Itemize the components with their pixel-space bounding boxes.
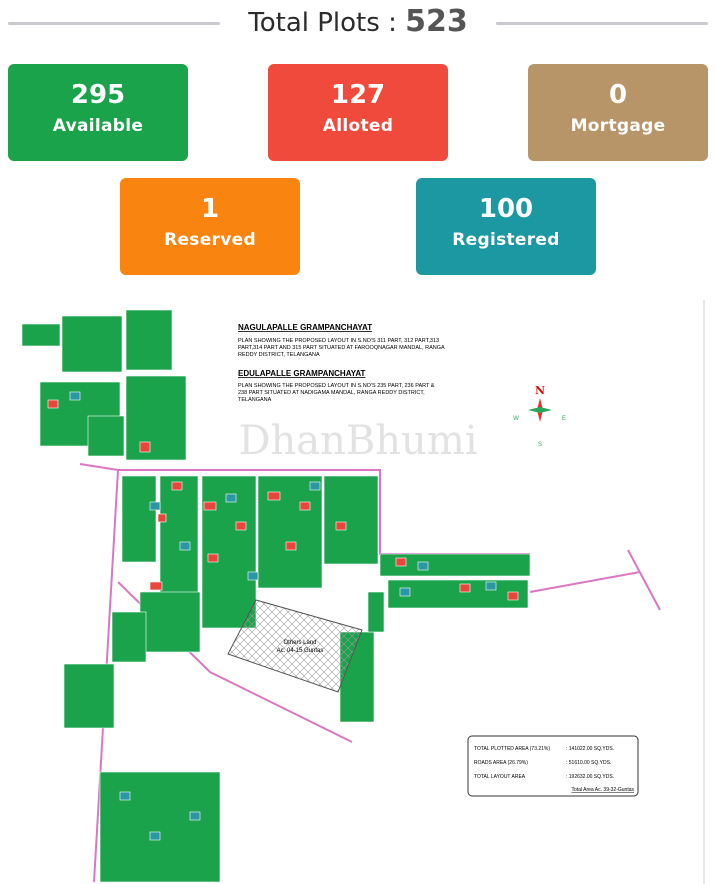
- heading-edulapalle: EDULAPALLE GRAMPANCHAYAT: [238, 369, 366, 378]
- available-count: 295: [70, 80, 126, 110]
- plot-block: [396, 558, 406, 566]
- compass-e: E: [561, 416, 567, 422]
- watermark: DhanBhumi: [238, 418, 478, 464]
- reserved-card[interactable]: [120, 178, 300, 275]
- plot-block: [62, 316, 122, 372]
- plot-block: [508, 592, 518, 600]
- plot-block: [486, 582, 496, 590]
- plot-block: [190, 812, 200, 820]
- plot-block: [400, 588, 410, 596]
- desc-nagulapalle-1: PLAN SHOWING THE PROPOSED LAYOUT IN S.NO'S 311 PART, 312 PART,313: [238, 338, 440, 344]
- mortgage-card[interactable]: [528, 64, 708, 161]
- plot-block: [150, 832, 160, 840]
- mortgage-label: Mortgage: [570, 116, 666, 136]
- mortgage-count: 0: [608, 80, 628, 110]
- available-card[interactable]: [8, 64, 188, 161]
- plot-block: [204, 502, 216, 510]
- area-row1-value: : 141022.00 SQ.YDS.: [566, 746, 615, 752]
- reserved-label: Reserved: [164, 230, 256, 250]
- plot-block: [172, 482, 182, 490]
- alloted-card[interactable]: [268, 64, 448, 161]
- plot-block: [226, 494, 236, 502]
- compass-s: S: [537, 442, 543, 448]
- plot-block: [126, 376, 186, 460]
- plot-block: [236, 522, 246, 530]
- registered-label: Registered: [452, 230, 560, 250]
- plot-block: [22, 324, 60, 346]
- plot-block: [64, 664, 114, 728]
- plot-block: [88, 416, 124, 456]
- area-row2-label: ROADS AREA (26.79%): [474, 760, 528, 766]
- registered-card[interactable]: [416, 178, 596, 275]
- others-land-area-label: Ac. 04-15 Guntas: [276, 648, 324, 654]
- plot-block: [150, 582, 162, 590]
- plot-block: [100, 772, 220, 882]
- desc-edulapalle-2: 238 PART SITUATED AT NADIGAMA MANDAL, RANGA REDDY DISTRICT,: [238, 390, 425, 396]
- total-plots-count: 523: [405, 4, 468, 39]
- area-row3-value: : 192632.00 SQ.YDS.: [566, 774, 615, 780]
- page-title: [0, 4, 716, 39]
- plot-block: [150, 502, 160, 510]
- others-land-label: Others Land: [283, 640, 317, 646]
- plot-block: [418, 562, 428, 570]
- plot-block: [70, 392, 80, 400]
- plot-block: [258, 476, 322, 588]
- heading-nagulapalle: NAGULAPALLE GRAMPANCHAYAT: [238, 323, 373, 332]
- plot-block: [180, 542, 190, 550]
- desc-edulapalle-1: PLAN SHOWING THE PROPOSED LAYOUT IN S.NO'S 235 PART, 236 PART &: [238, 383, 435, 389]
- plot-block: [248, 572, 258, 580]
- plot-block: [140, 442, 150, 452]
- plot-block: [336, 522, 346, 530]
- available-label: Available: [52, 116, 144, 136]
- desc-edulapalle-3: TELANGANA: [238, 397, 272, 403]
- plot-block: [126, 310, 172, 370]
- area-row2-value: : 51610.00 SQ.YDS.: [566, 760, 612, 766]
- area-summary-table: [468, 736, 638, 796]
- area-row3-label: TOTAL LAYOUT AREA: [474, 774, 526, 780]
- area-row1-label: TOTAL PLOTTED AREA (73.21%): [474, 746, 551, 752]
- title-label: Total Plots :: [248, 8, 397, 38]
- plot-block: [112, 612, 146, 662]
- plot-block: [140, 592, 200, 652]
- plot-block: [208, 554, 218, 562]
- total-area-label: Total Area Ac. 39-32-Guntas: [571, 787, 634, 793]
- header: [0, 0, 716, 50]
- plot-block: [310, 482, 320, 490]
- plot-block: [286, 542, 296, 550]
- registered-count: 100: [478, 194, 534, 224]
- plot-block: [160, 476, 198, 604]
- plot-block: [122, 476, 156, 562]
- plot-block: [300, 502, 310, 510]
- alloted-count: 127: [330, 80, 386, 110]
- plot-block: [368, 592, 384, 632]
- plot-block: [120, 792, 130, 800]
- desc-nagulapalle-3: REDDY DISTRICT, TELANGANA: [238, 352, 320, 358]
- plot-block: [324, 476, 378, 564]
- plot-block: [158, 514, 166, 522]
- plot-block: [460, 584, 470, 592]
- alloted-label: Alloted: [322, 116, 394, 136]
- reserved-count: 1: [200, 194, 220, 224]
- compass-w: W: [513, 416, 519, 422]
- layout-plan-map[interactable]: [0, 292, 716, 884]
- plot-block: [268, 492, 280, 500]
- layout-plan[interactable]: [0, 292, 716, 884]
- plot-block: [48, 400, 58, 408]
- compass-n: N: [534, 384, 546, 397]
- desc-nagulapalle-2: PART,314 PART AND 315 PART SITUATED AT FAROOQNAGAR MANDAL, RANGA: [238, 345, 445, 351]
